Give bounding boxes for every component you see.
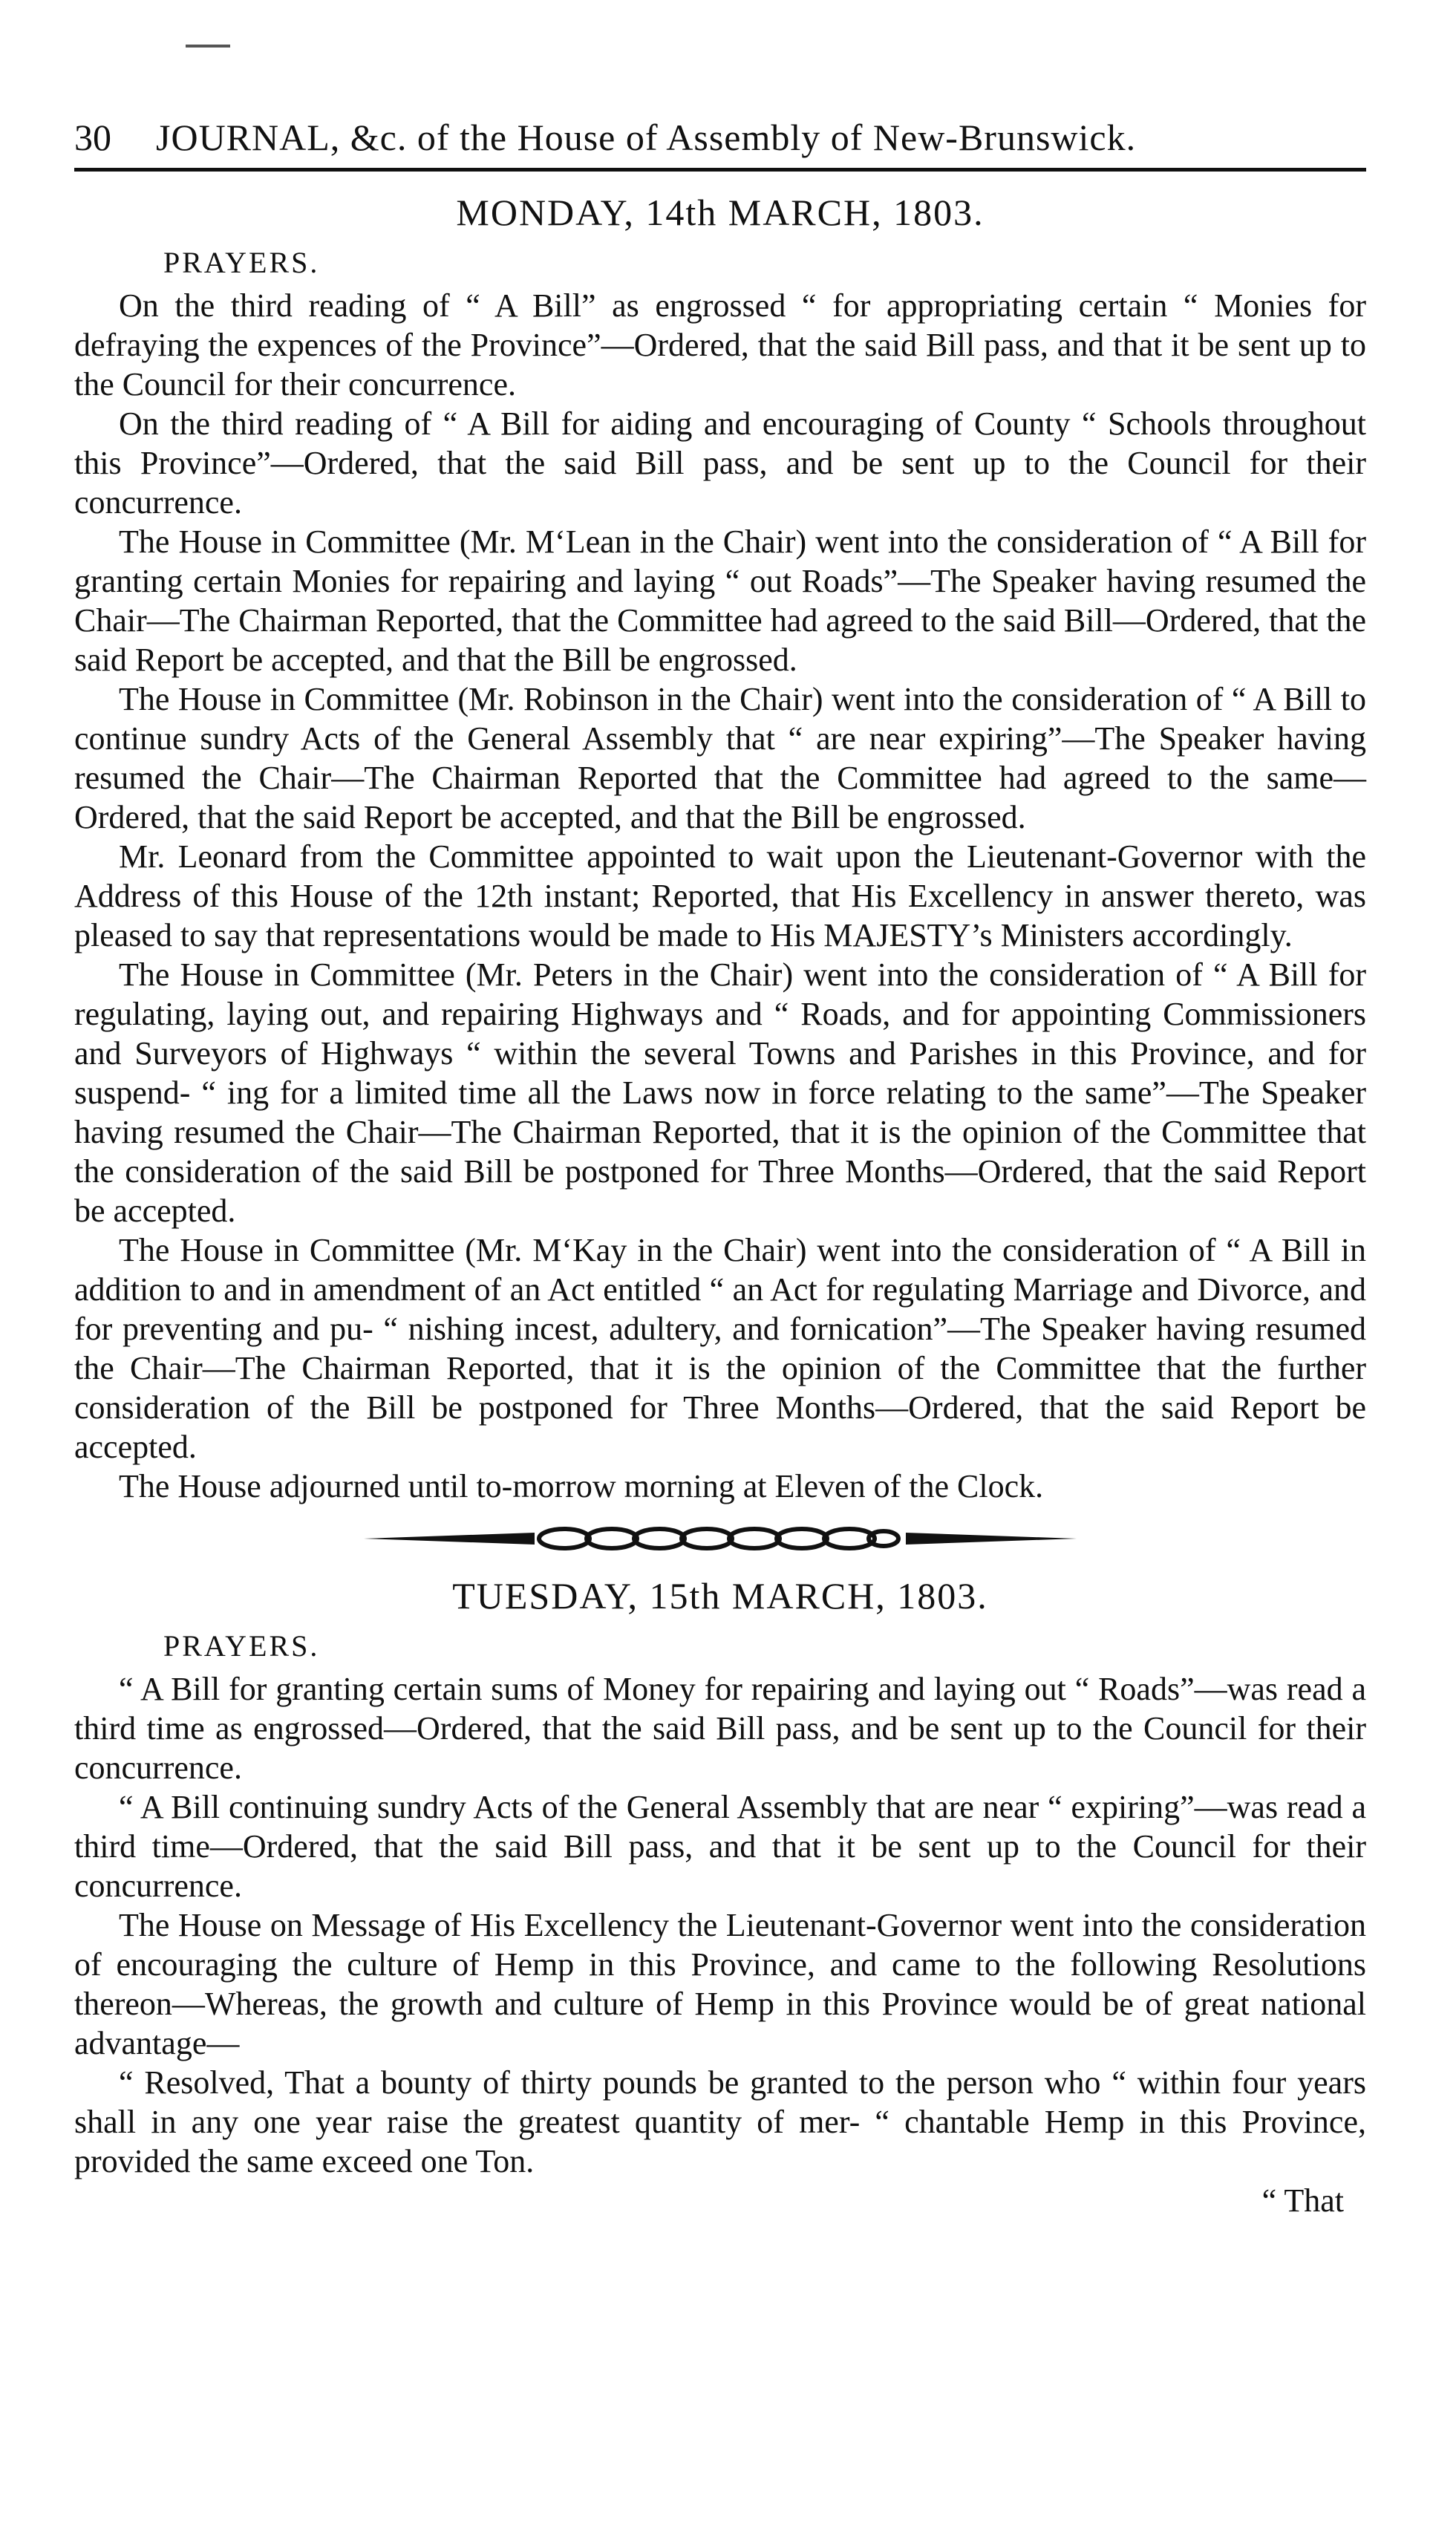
- ornamental-divider: [364, 1524, 1077, 1553]
- monday-paragraph-5: Mr. Leonard from the Committee appointed to wait upon the Lieutenant-Governor with the Address of this House of the 12th instant; Reported, that His Excellency in answer thereto, was pleased to say that representations would be made to His MAJESTY’s Ministers accordingly.: [74, 838, 1366, 953]
- monday-paragraph-8: The House adjourned until to-morrow morning at Eleven of the Clock.: [119, 1468, 1044, 1504]
- top-edge-mark: [186, 45, 230, 48]
- tuesday-paragraph-4: “ Resolved, That a bounty of thirty pounds be granted to the person who “ within four years shall in any one year raise the greatest quantity of mer- “ chantable Hemp in this Province, provided the same exceed one Ton.: [74, 2064, 1366, 2179]
- monday-paragraph-2: On the third reading of “ A Bill for aiding and encouraging of County “ Schools throughout this Province”—Ordered, that the said Bill pass, and be sent up to the Council for their concurrence.: [74, 405, 1366, 521]
- monday-paragraph-4: The House in Committee (Mr. Robinson in the Chair) went into the consideration of “ A Bill to continue sundry Acts of the General Assembly that “ are near expiring”—The Speaker having resumed the Chair—The Chairman Reported that the Committee had agreed to the same—Ordered, that the said Report be accepted, and that the Bill be engrossed.: [74, 681, 1366, 835]
- tuesday-paragraph-1: “ A Bill for granting certain sums of Money for repairing and laying out “ Roads”—was read a third time as engrossed—Ordered, that the said Bill pass, and be sent up to the Council for their concurrence.: [74, 1671, 1366, 1786]
- monday-paragraph-1: On the third reading of “ A Bill” as engrossed “ for appropriating certain “ Monies for defraying the expences of the Province”—Ordered, that the said Bill pass, and that it be sent up to the Council for their concurrence.: [74, 287, 1366, 402]
- tuesday-paragraph-2: “ A Bill continuing sundry Acts of the General Assembly that are near “ expiring”—was read a third time—Ordered, that the said Bill pass, and that it be sent up to the Council for their concurrence.: [74, 1789, 1366, 1904]
- monday-paragraph-6: The House in Committee (Mr. Peters in the Chair) went into the consideration of “ A Bill for regulating, laying out, and repairing Highways and “ Roads, and for appointing Commissioners and Surveyors of Highways “ within the several Towns and Parishes in this Province, and for suspend- “ ing for a limited time all the Laws now in force relating to the same”—The Speaker having resumed the Chair—The Chairman Reported, that it is the opinion of the Committee that the consideration of the said Bill be postponed for Three Months—Ordered, that the said Report be accepted.: [74, 956, 1366, 1229]
- running-title: JOURNAL, &c. of the House of Assembly of New-Brunswick.: [156, 117, 1137, 158]
- running-header: [74, 111, 1366, 172]
- monday-paragraph-7: The House in Committee (Mr. M‘Kay in the Chair) went into the consideration of “ A Bill in addition to and in amendment of an Act entitled “ an Act for regulating Marriage and Divorce, and for preventing and pu- “ nishing incest, adultery, and fornication”—The Speaker having resumed the Chair—The Chairman Reported, that it is the opinion of the Committee that the further consideration of the Bill be postponed for Three Months—Ordered, that the said Report be accepted.: [74, 1232, 1366, 1465]
- chain-ornament-icon: [364, 1524, 1077, 1553]
- tuesday-paragraph-3: The House on Message of His Excellency the Lieutenant-Governor went into the consideration of encouraging the culture of Hemp in this Province, and came to the following Resolutions thereon—Whereas, the growth and culture of Hemp in this Province would be of great national advantage—: [74, 1907, 1366, 2061]
- tuesday-prayers: PRAYERS.: [163, 1629, 320, 1663]
- tuesday-heading: TUESDAY, 15th MARCH, 1803.: [452, 1575, 988, 1617]
- monday-paragraph-3: The House in Committee (Mr. M‘Lean in the Chair) went into the consideration of “ A Bill for granting certain Monies for repairing and laying “ out Roads”—The Speaker having resumed the Chair—The Chairman Reported, that the Committee had agreed to the said Bill—Ordered, that the said Report be accepted, and that the Bill be engrossed.: [74, 524, 1366, 678]
- monday-heading: MONDAY, 14th MARCH, 1803.: [456, 192, 985, 233]
- journal-page: [74, 111, 1366, 2220]
- catchword: “ That: [1261, 2182, 1344, 2219]
- page-number: 30: [74, 117, 111, 158]
- monday-prayers: PRAYERS.: [163, 246, 320, 279]
